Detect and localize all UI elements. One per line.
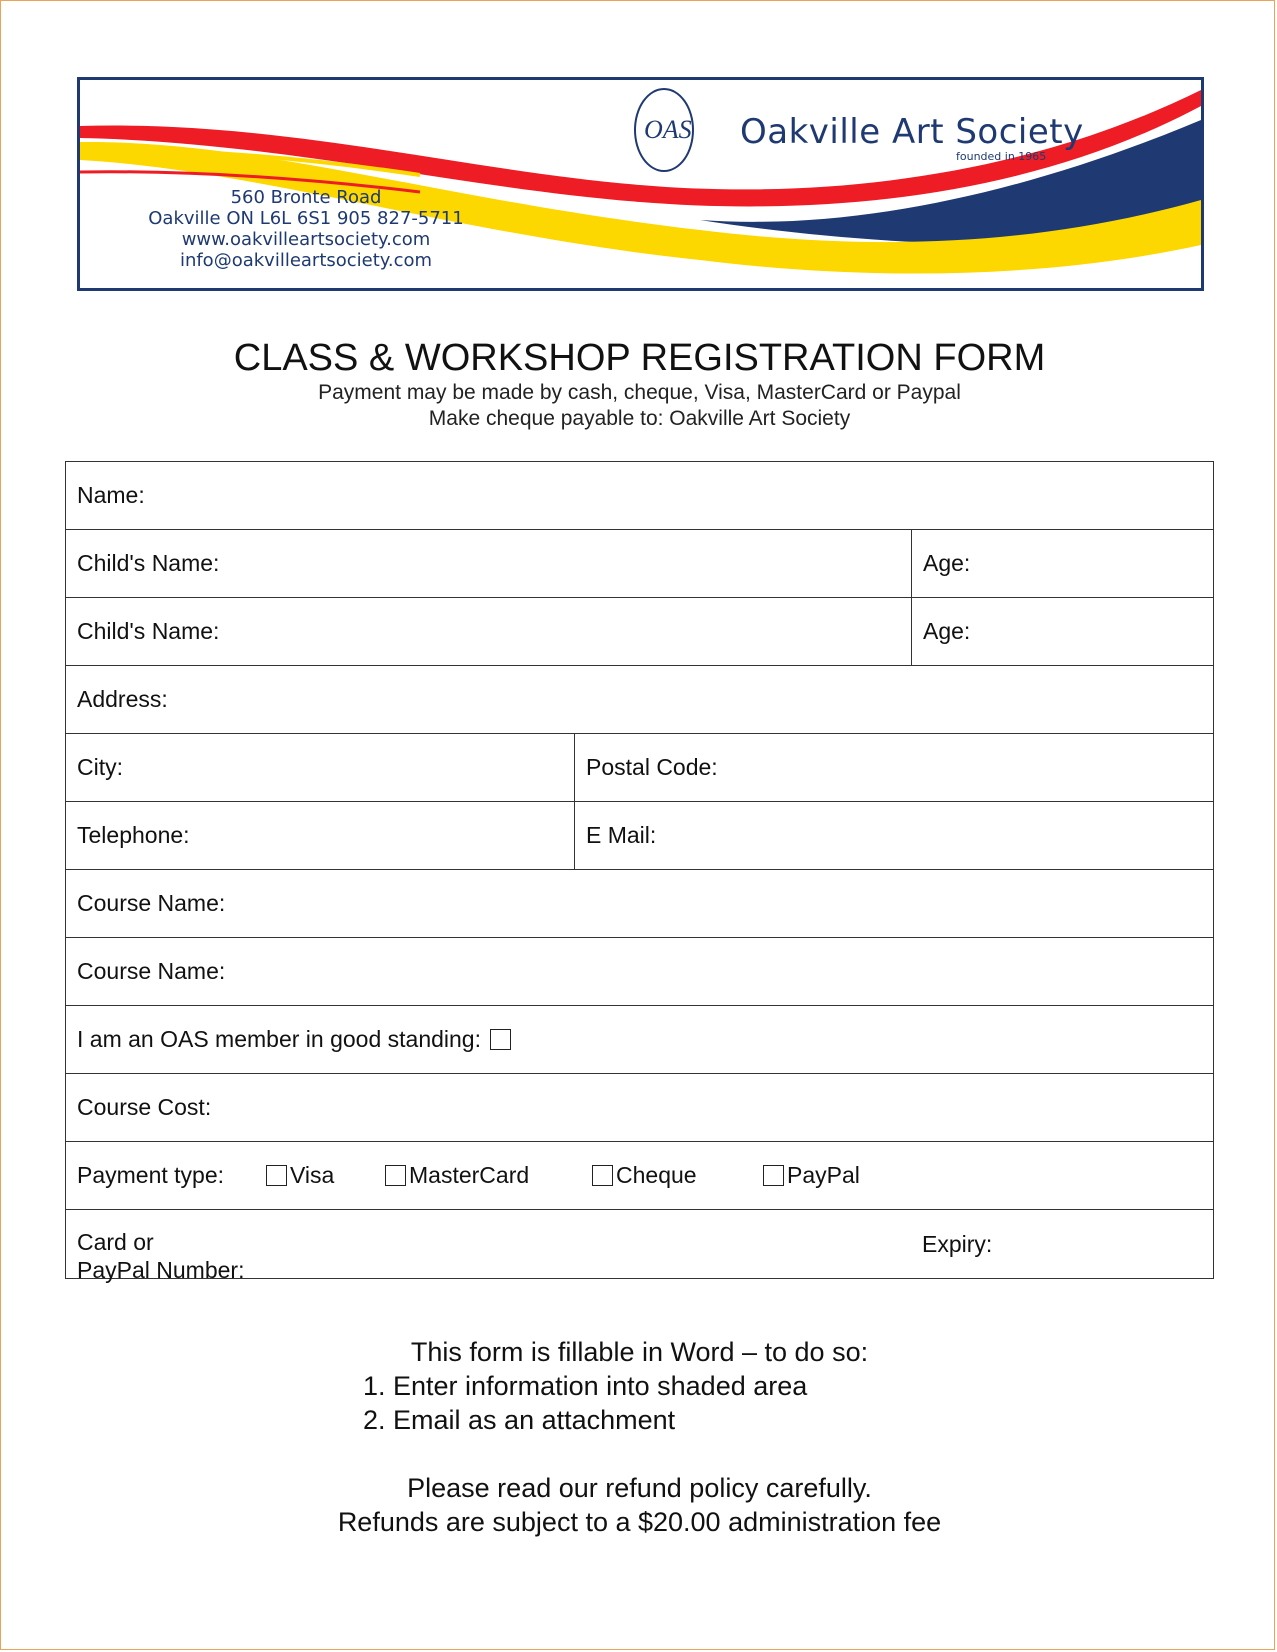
form-title: CLASS & WORKSHOP REGISTRATION FORM <box>233 337 1046 379</box>
row-payment-type <box>66 1142 1213 1210</box>
oas-logo <box>634 88 694 172</box>
row-name <box>66 462 1213 530</box>
child1-name-field[interactable] <box>66 530 911 597</box>
email-text: info@oakvilleartsociety.com <box>179 250 433 271</box>
mastercard-checkbox[interactable] <box>385 1165 406 1186</box>
cheque-checkbox[interactable] <box>592 1165 613 1186</box>
row-address <box>66 666 1213 734</box>
payment-option-cheque[interactable] <box>592 1142 697 1209</box>
card-number-field[interactable] <box>66 1210 911 1283</box>
expiry-field[interactable] <box>911 1210 1213 1278</box>
visa-checkbox[interactable] <box>266 1165 287 1186</box>
paypal-checkbox[interactable] <box>763 1165 784 1186</box>
refund-policy-note: Please read our refund policy carefully. <box>407 1473 872 1503</box>
row-city <box>66 734 1213 802</box>
child2-age-label: Age: <box>923 618 971 644</box>
fillable-note: This form is fillable in Word – to do so: <box>410 1337 869 1367</box>
course-cost-field[interactable] <box>66 1074 1213 1141</box>
telephone-field[interactable] <box>66 802 574 869</box>
course1-field[interactable] <box>66 870 1213 937</box>
child1-age-field[interactable] <box>911 530 1213 597</box>
payment-type-label: Payment type: <box>77 1162 225 1188</box>
address-field[interactable] <box>66 666 1213 733</box>
instruction-step1: 1. Enter information into shaded area <box>363 1371 808 1401</box>
address-line1: 560 Bronte Road <box>230 187 382 208</box>
name-label: Name: <box>77 482 145 508</box>
payment-option-mastercard[interactable] <box>385 1142 529 1209</box>
member-checkbox[interactable] <box>490 1029 511 1050</box>
paypal-label: PayPal <box>787 1162 860 1188</box>
child1-age-label: Age: <box>923 550 971 576</box>
row-child2 <box>66 598 1213 666</box>
course2-field[interactable] <box>66 938 1213 1005</box>
child1-name-label: Child's Name: <box>77 550 220 576</box>
card-label-line1: Card or <box>77 1229 154 1255</box>
row-cost <box>66 1074 1213 1142</box>
row-telephone <box>66 802 1213 870</box>
expiry-label: Expiry: <box>922 1230 993 1257</box>
row-course2 <box>66 938 1213 1006</box>
child2-name-label: Child's Name: <box>77 618 220 644</box>
course-cost-label: Course Cost: <box>77 1094 212 1120</box>
course2-label: Course Name: <box>77 958 226 984</box>
row-course1 <box>66 870 1213 938</box>
postal-code-field[interactable] <box>574 734 1213 801</box>
address-label: Address: <box>77 686 168 712</box>
registration-form <box>65 461 1214 1283</box>
email-field[interactable] <box>574 802 1213 869</box>
row-child1 <box>66 530 1213 598</box>
row-member <box>66 1006 1213 1074</box>
logo-initials: OAS <box>644 115 692 144</box>
address-line2: Oakville ON L6L 6S1 905 827-5711 <box>148 208 464 229</box>
payment-type <box>66 1142 266 1209</box>
postal-code-label: Postal Code: <box>586 754 718 780</box>
name-field[interactable] <box>66 462 1213 529</box>
child2-name-field[interactable] <box>66 598 911 665</box>
city-field[interactable] <box>66 734 574 801</box>
founded-text: founded in 1965 <box>956 150 1047 163</box>
payment-option-paypal[interactable] <box>763 1142 860 1209</box>
cheque-label: Cheque <box>616 1162 697 1188</box>
child2-age-field[interactable] <box>911 598 1213 665</box>
member-status <box>66 1006 1213 1073</box>
header-banner <box>77 77 1204 291</box>
email-label: E Mail: <box>586 822 657 848</box>
org-name: Oakville Art Society <box>740 112 1084 152</box>
payment-option-visa[interactable] <box>266 1142 334 1209</box>
course1-label: Course Name: <box>77 890 226 916</box>
city-label: City: <box>77 754 123 780</box>
refund-fee-note: Refunds are subject to a $20.00 administration fee <box>337 1507 942 1537</box>
visa-label: Visa <box>290 1162 335 1188</box>
instruction-step2: 2. Email as an attachment <box>363 1405 676 1435</box>
telephone-label: Telephone: <box>77 822 190 848</box>
mastercard-label: MasterCard <box>409 1162 530 1188</box>
cheque-payable-note: Make cheque payable to: Oakville Art Society <box>428 407 851 430</box>
website-text: www.oakvilleartsociety.com <box>181 229 431 250</box>
card-number-label <box>77 1228 244 1284</box>
row-card-number <box>66 1210 1213 1283</box>
payment-methods-note: Payment may be made by cash, cheque, Visa, MasterCard or Paypal <box>318 381 961 404</box>
card-label-line2: PayPal Number: <box>77 1257 245 1283</box>
member-label: I am an OAS member in good standing: <box>77 1026 481 1052</box>
